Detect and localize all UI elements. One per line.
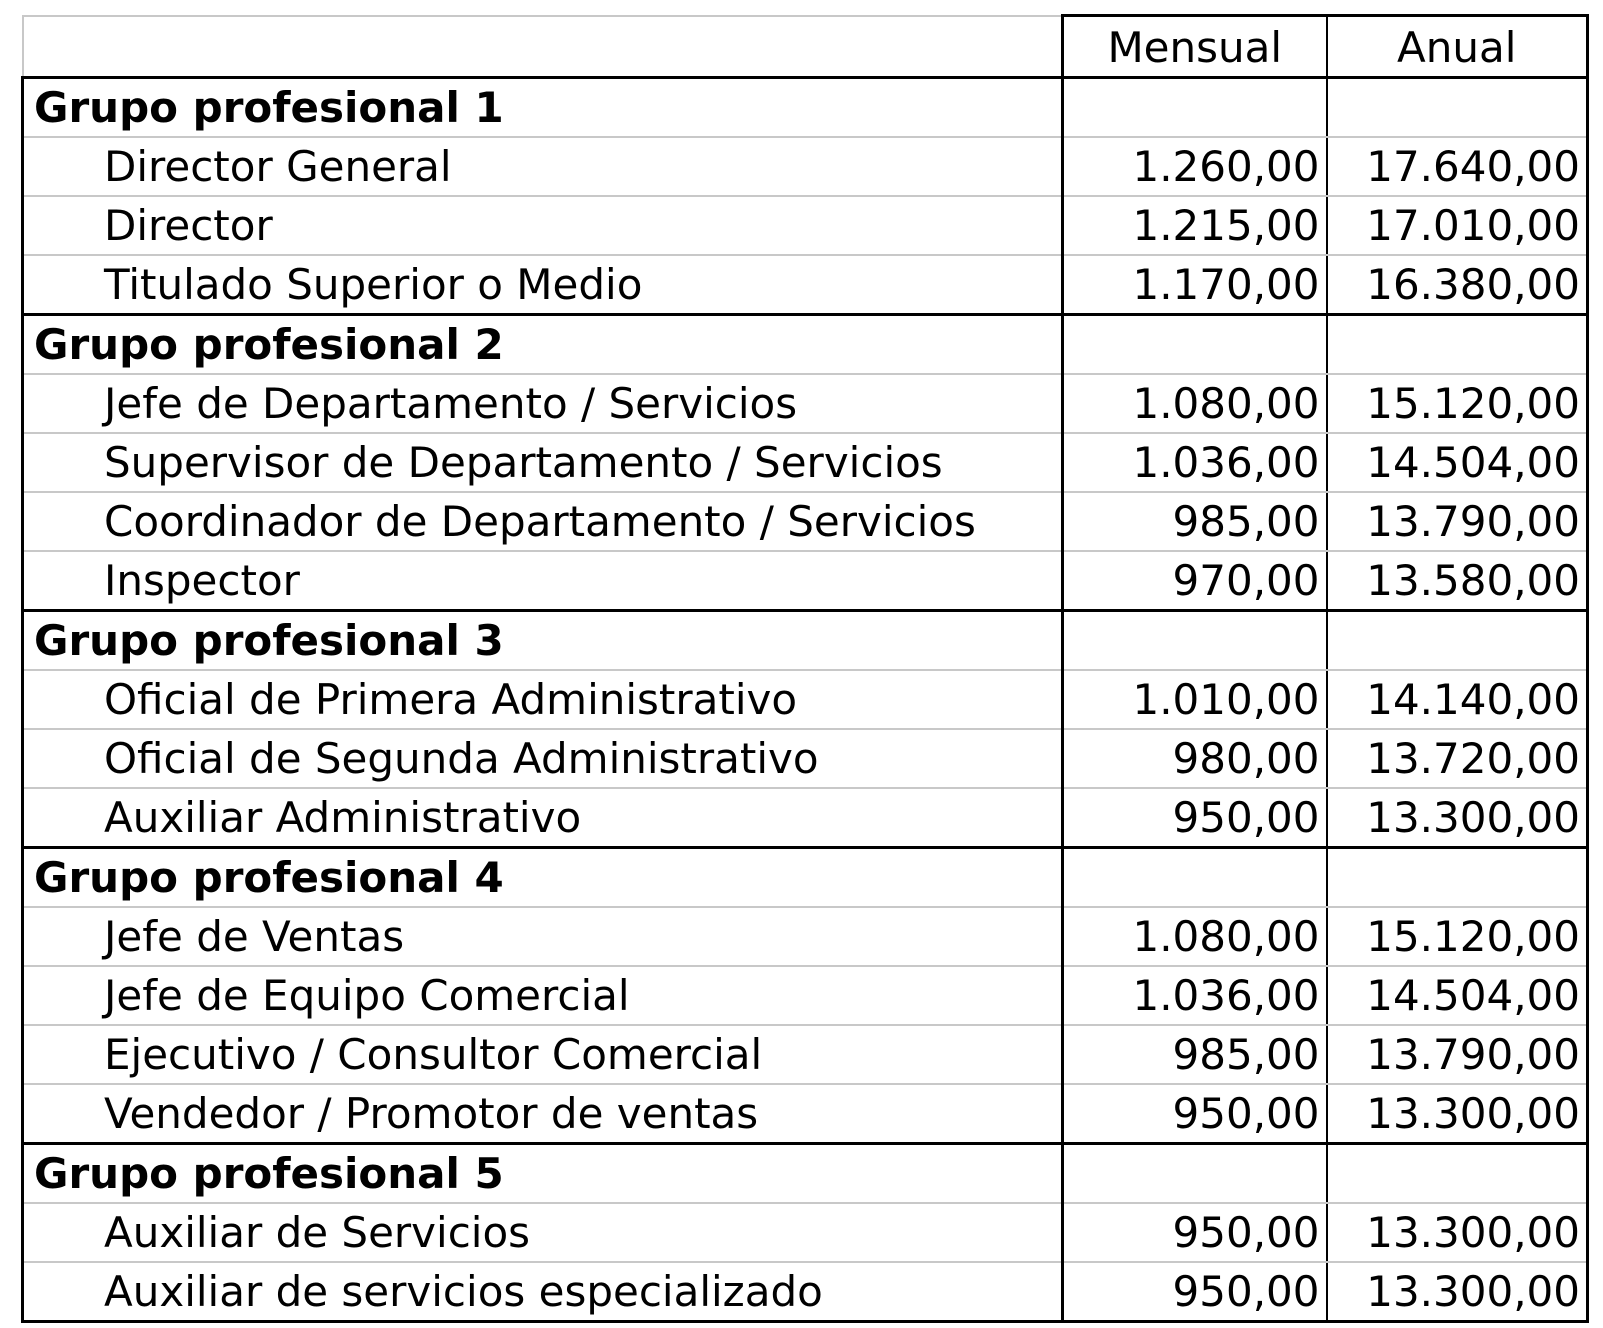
mensual-value: 950,00 xyxy=(1063,788,1327,848)
anual-value: 13.300,00 xyxy=(1327,1203,1588,1262)
group-mensual-empty-cell xyxy=(1063,848,1327,908)
table-row xyxy=(23,670,1588,729)
mensual-value: 985,00 xyxy=(1063,1025,1327,1084)
position-label: Oficial de Primera Administrativo xyxy=(23,670,1063,729)
anual-value: 14.140,00 xyxy=(1327,670,1588,729)
position-label: Director General xyxy=(23,137,1063,196)
position-label: Auxiliar Administrativo xyxy=(23,788,1063,848)
table-row xyxy=(23,1025,1588,1084)
group-row xyxy=(23,78,1588,138)
table-row xyxy=(23,1262,1588,1322)
table-row xyxy=(23,966,1588,1025)
position-label: Vendedor / Promotor de ventas xyxy=(23,1084,1063,1144)
position-label: Jefe de Ventas xyxy=(23,907,1063,966)
table-row xyxy=(23,374,1588,433)
group-row xyxy=(23,611,1588,671)
anual-value: 13.720,00 xyxy=(1327,729,1588,788)
mensual-value: 1.260,00 xyxy=(1063,137,1327,196)
mensual-value: 1.215,00 xyxy=(1063,196,1327,255)
group-anual-empty-cell xyxy=(1327,315,1588,375)
table-row xyxy=(23,492,1588,551)
mensual-value: 1.036,00 xyxy=(1063,433,1327,492)
position-label: Auxiliar de servicios especializado xyxy=(23,1262,1063,1322)
position-label: Inspector xyxy=(23,551,1063,611)
mensual-value: 1.170,00 xyxy=(1063,255,1327,315)
mensual-value: 950,00 xyxy=(1063,1262,1327,1322)
header-mensual: Mensual xyxy=(1063,16,1327,78)
anual-value: 15.120,00 xyxy=(1327,374,1588,433)
table-row xyxy=(23,551,1588,611)
salary-table-body xyxy=(23,16,1588,1322)
position-label: Coordinador de Departamento / Servicios xyxy=(23,492,1063,551)
anual-value: 13.300,00 xyxy=(1327,1262,1588,1322)
header-anual: Anual xyxy=(1327,16,1588,78)
mensual-value: 1.080,00 xyxy=(1063,907,1327,966)
mensual-value: 985,00 xyxy=(1063,492,1327,551)
group-anual-empty-cell xyxy=(1327,78,1588,138)
group-mensual-empty-cell xyxy=(1063,315,1327,375)
salary-table xyxy=(21,14,1589,1323)
header-blank-cell xyxy=(23,16,1063,78)
mensual-value: 950,00 xyxy=(1063,1084,1327,1144)
table-row xyxy=(23,788,1588,848)
mensual-value: 980,00 xyxy=(1063,729,1327,788)
group-title: Grupo profesional 2 xyxy=(23,315,1063,375)
anual-value: 13.790,00 xyxy=(1327,492,1588,551)
anual-value: 17.010,00 xyxy=(1327,196,1588,255)
mensual-value: 1.036,00 xyxy=(1063,966,1327,1025)
anual-value: 13.790,00 xyxy=(1327,1025,1588,1084)
table-row xyxy=(23,255,1588,315)
group-row xyxy=(23,315,1588,375)
anual-value: 14.504,00 xyxy=(1327,433,1588,492)
anual-value: 13.300,00 xyxy=(1327,1084,1588,1144)
position-label: Auxiliar de Servicios xyxy=(23,1203,1063,1262)
anual-value: 15.120,00 xyxy=(1327,907,1588,966)
table-row xyxy=(23,196,1588,255)
group-anual-empty-cell xyxy=(1327,848,1588,908)
anual-value: 16.380,00 xyxy=(1327,255,1588,315)
group-mensual-empty-cell xyxy=(1063,1144,1327,1204)
table-row xyxy=(23,729,1588,788)
table-row xyxy=(23,433,1588,492)
mensual-value: 1.010,00 xyxy=(1063,670,1327,729)
mensual-value: 970,00 xyxy=(1063,551,1327,611)
group-row xyxy=(23,848,1588,908)
group-mensual-empty-cell xyxy=(1063,611,1327,671)
mensual-value: 950,00 xyxy=(1063,1203,1327,1262)
position-label: Oficial de Segunda Administrativo xyxy=(23,729,1063,788)
position-label: Titulado Superior o Medio xyxy=(23,255,1063,315)
anual-value: 13.300,00 xyxy=(1327,788,1588,848)
position-label: Supervisor de Departamento / Servicios xyxy=(23,433,1063,492)
group-anual-empty-cell xyxy=(1327,1144,1588,1204)
table-row xyxy=(23,907,1588,966)
group-anual-empty-cell xyxy=(1327,611,1588,671)
group-title: Grupo profesional 5 xyxy=(23,1144,1063,1204)
group-mensual-empty-cell xyxy=(1063,78,1327,138)
mensual-value: 1.080,00 xyxy=(1063,374,1327,433)
position-label: Ejecutivo / Consultor Comercial xyxy=(23,1025,1063,1084)
group-title: Grupo profesional 1 xyxy=(23,78,1063,138)
table-row xyxy=(23,1084,1588,1144)
anual-value: 17.640,00 xyxy=(1327,137,1588,196)
group-title: Grupo profesional 3 xyxy=(23,611,1063,671)
position-label: Jefe de Equipo Comercial xyxy=(23,966,1063,1025)
anual-value: 14.504,00 xyxy=(1327,966,1588,1025)
position-label: Jefe de Departamento / Servicios xyxy=(23,374,1063,433)
group-title: Grupo profesional 4 xyxy=(23,848,1063,908)
table-row xyxy=(23,137,1588,196)
position-label: Director xyxy=(23,196,1063,255)
header-row xyxy=(23,16,1588,78)
anual-value: 13.580,00 xyxy=(1327,551,1588,611)
group-row xyxy=(23,1144,1588,1204)
table-row xyxy=(23,1203,1588,1262)
